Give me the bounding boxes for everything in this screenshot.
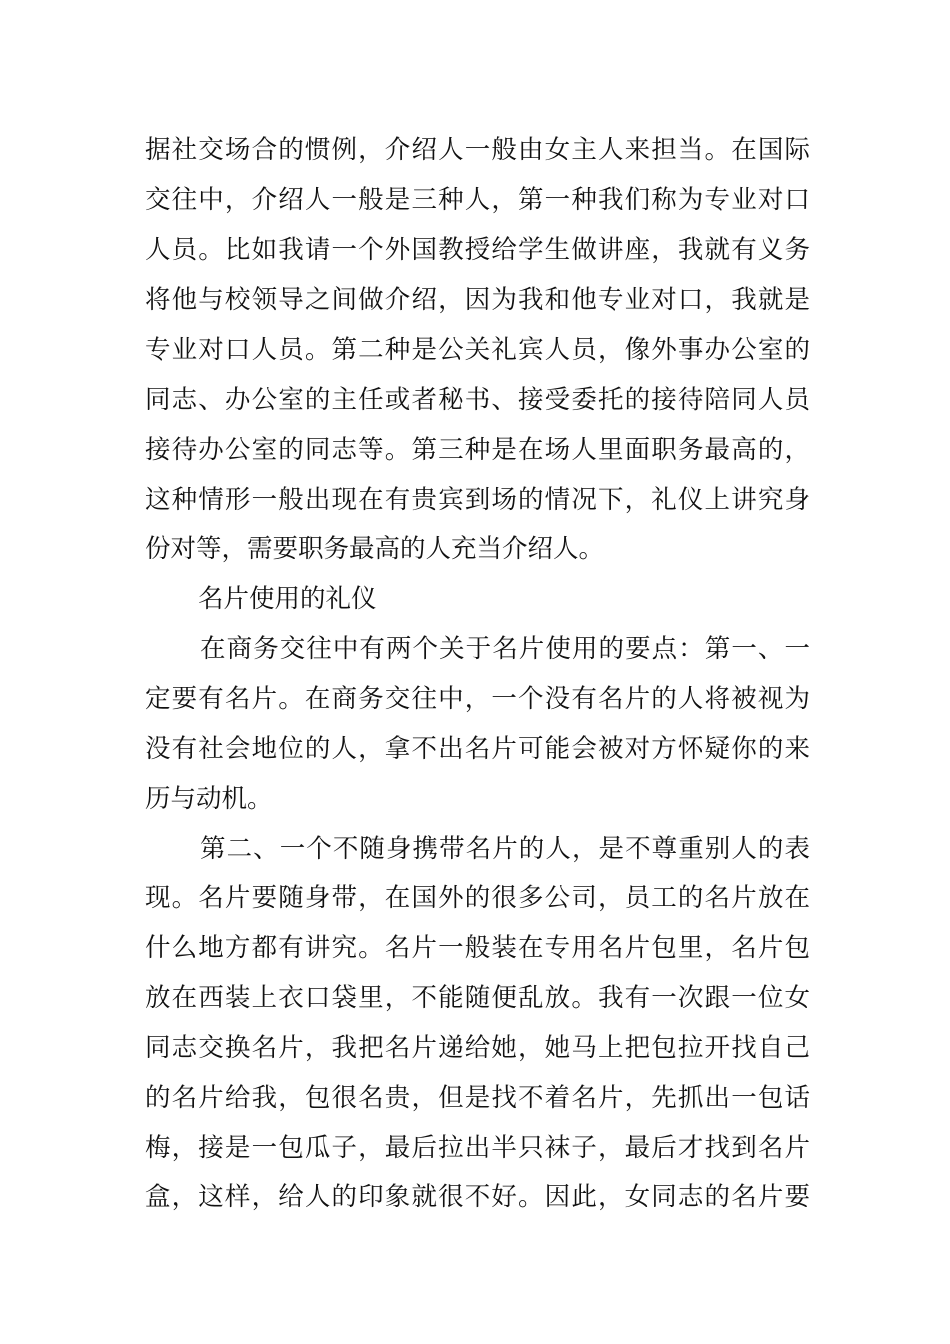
text-line: 没有社会地位的人，拿不出名片可能会被对方怀疑你的来 xyxy=(145,734,810,764)
text-line: 盒，这样，给人的印象就很不好。因此，女同志的名片要 xyxy=(145,1182,810,1212)
text-line: 历与动机。 xyxy=(145,784,273,814)
text-line: 什么地方都有讲究。名片一般装在专用名片包里，名片包 xyxy=(145,933,810,963)
text-line: 交往中，介绍人一般是三种人，第一种我们称为专业对口 xyxy=(145,185,810,215)
text-line: 份对等，需要职务最高的人充当介绍人。 xyxy=(145,534,605,564)
text-line: 据社交场合的惯例，介绍人一般由女主人来担当。在国际 xyxy=(145,135,810,165)
text-line: 接待办公室的同志等。第三种是在场人里面职务最高的， xyxy=(145,435,810,465)
text-line: 放在西装上衣口袋里，不能随便乱放。我有一次跟一位女 xyxy=(145,983,810,1013)
text-line: 的名片给我，包很名贵，但是找不着名片，先抓出一包话 xyxy=(145,1083,810,1113)
text-line: 在商务交往中有两个关于名片使用的要点：第一、一 xyxy=(200,634,810,664)
section-heading: 名片使用的礼仪 xyxy=(198,584,377,614)
text-line: 将他与校领导之间做介绍，因为我和他专业对口，我就是 xyxy=(145,285,810,315)
text-line: 梅，接是一包瓜子，最后拉出半只袜子，最后才找到名片 xyxy=(145,1133,810,1163)
text-line: 专业对口人员。第二种是公关礼宾人员，像外事办公室的 xyxy=(145,335,810,365)
text-line: 同志交换名片，我把名片递给她，她马上把包拉开找自己 xyxy=(145,1033,810,1063)
text-line: 这种情形一般出现在有贵宾到场的情况下，礼仪上讲究身 xyxy=(145,485,810,515)
text-line: 同志、办公室的主任或者秘书、接受委托的接待陪同人员 xyxy=(145,385,810,415)
text-line: 第二、一个不随身携带名片的人，是不尊重别人的表 xyxy=(200,834,810,864)
text-line: 定要有名片。在商务交往中，一个没有名片的人将被视为 xyxy=(145,684,810,714)
text-line: 现。名片要随身带，在国外的很多公司，员工的名片放在 xyxy=(145,883,810,913)
text-line: 人员。比如我请一个外国教授给学生做讲座，我就有义务 xyxy=(145,235,810,265)
